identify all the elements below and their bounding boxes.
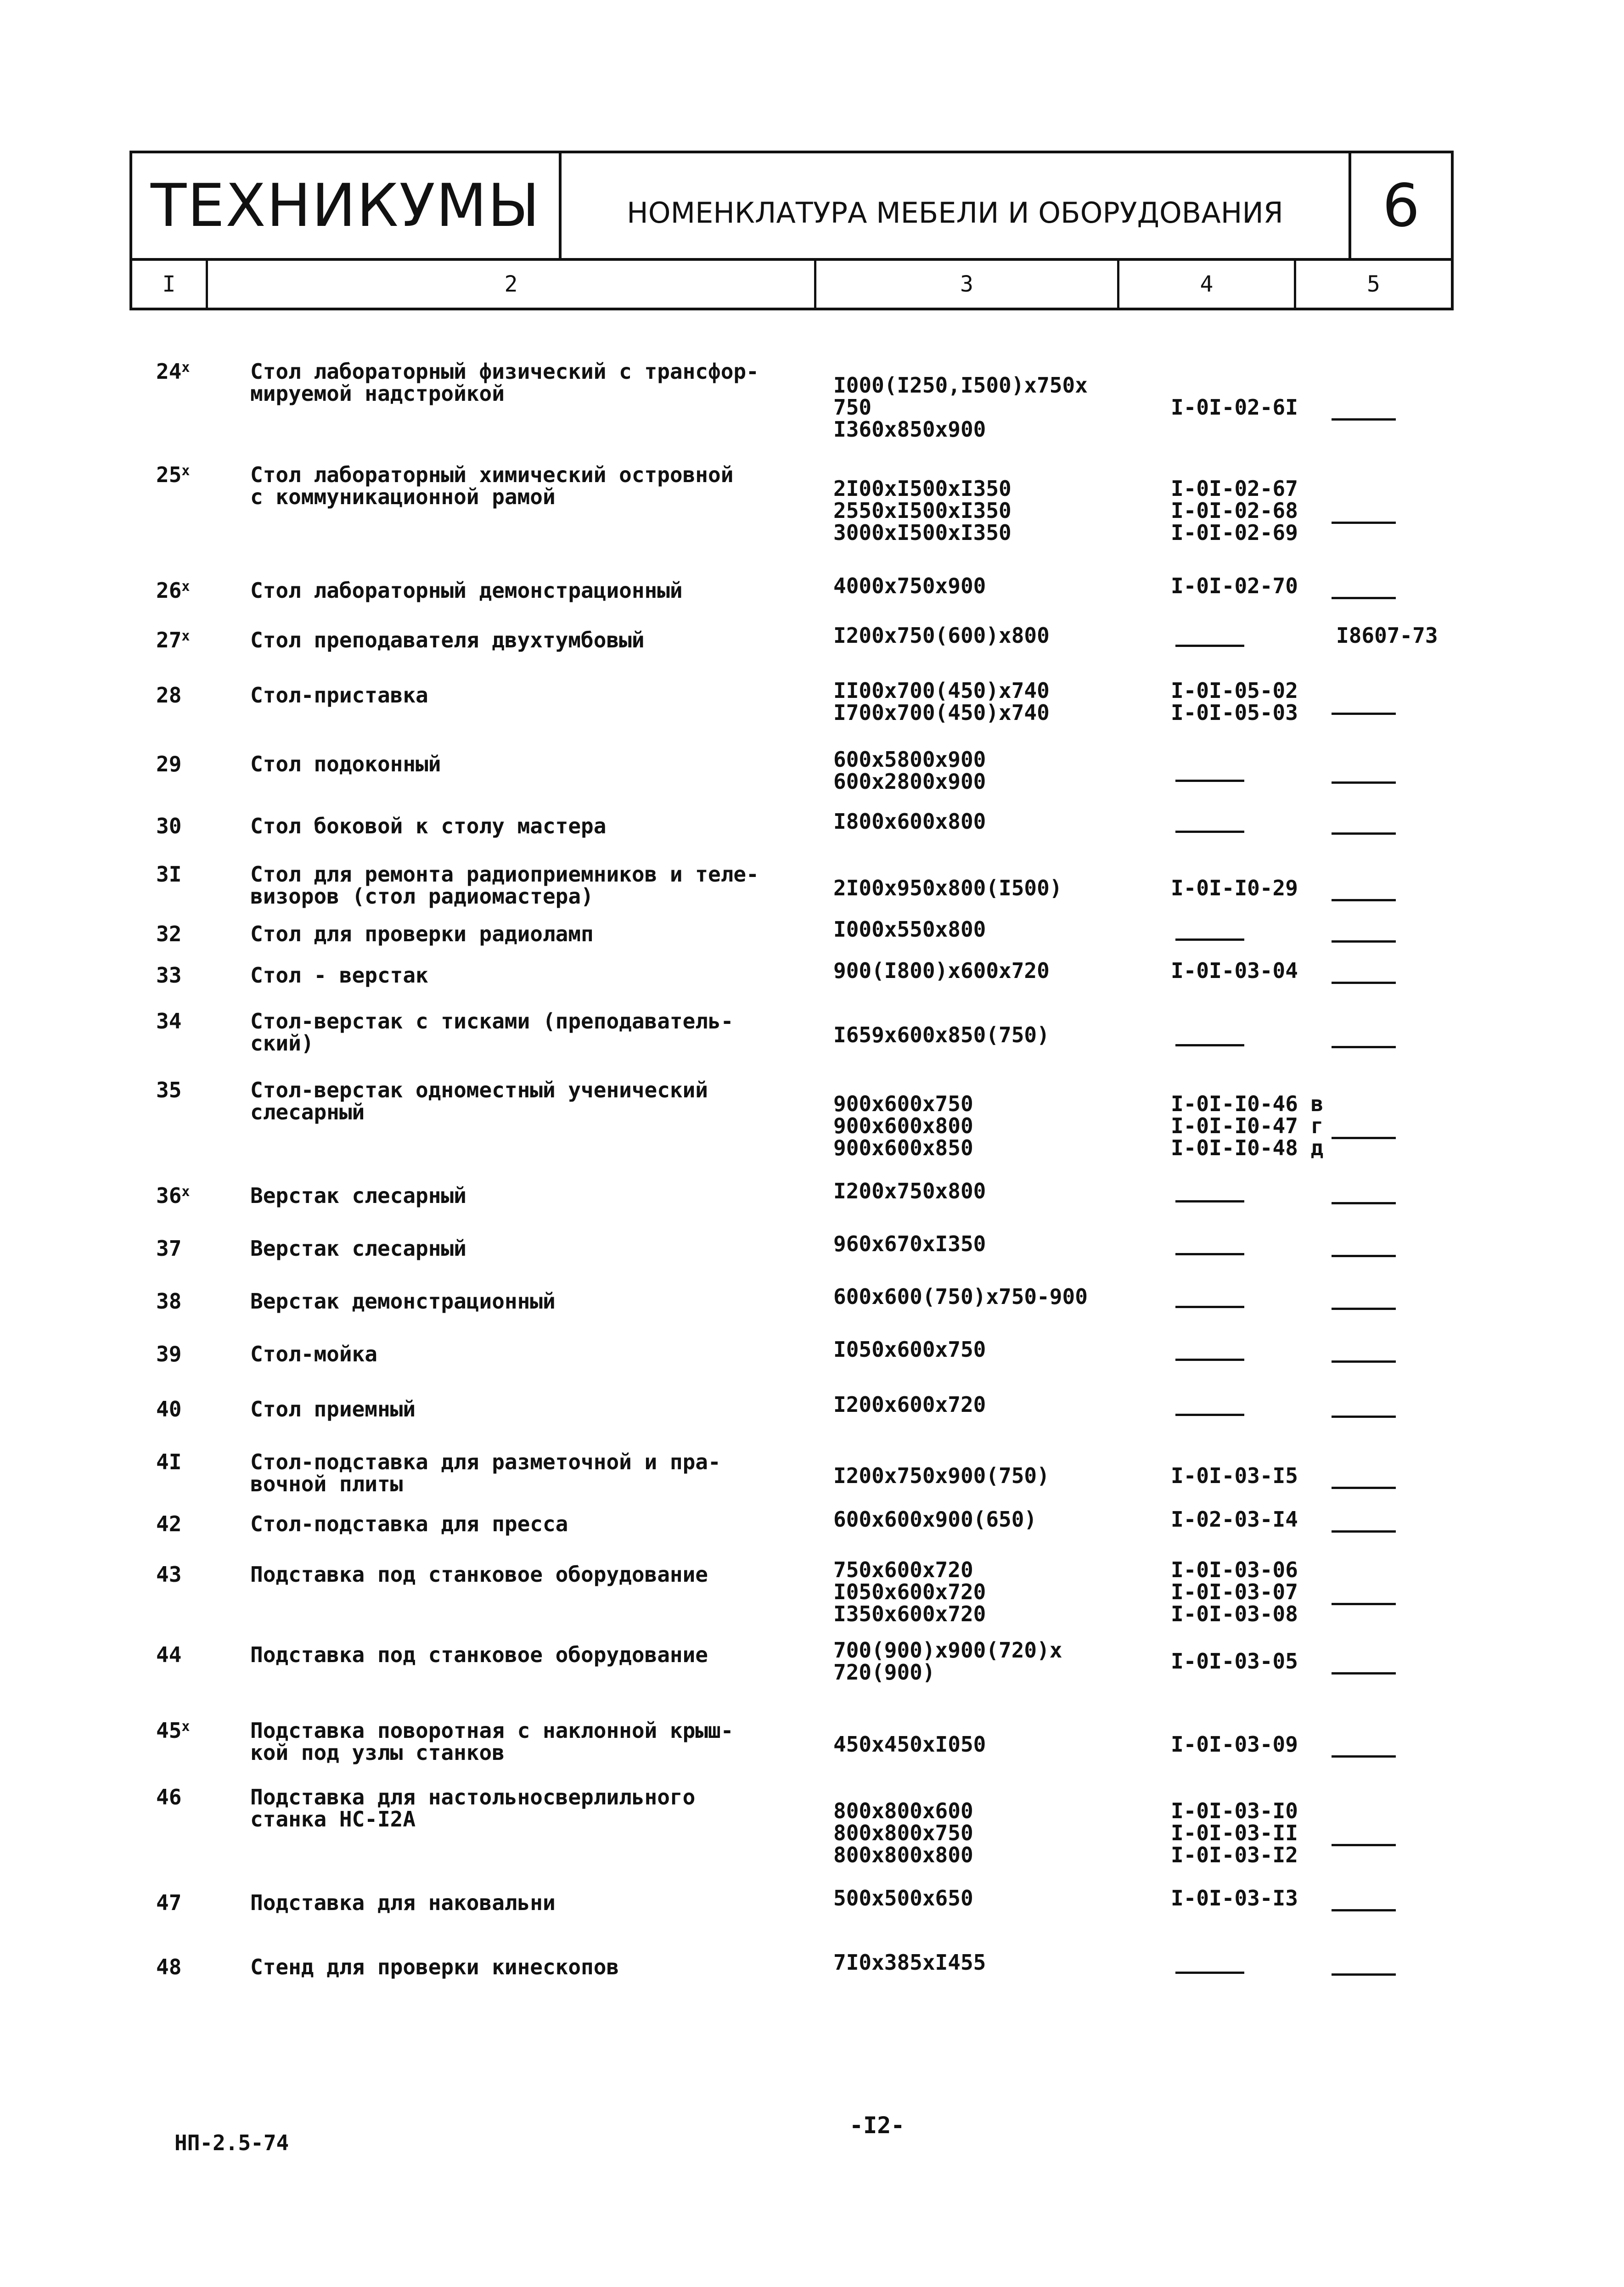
item-dimensions: I800x600x800 xyxy=(833,809,986,834)
table-row xyxy=(0,678,1624,725)
item-project-number: I-0I-03-I0 I-0I-03-II I-0I-03-I2 xyxy=(1171,1798,1298,1867)
item-number-text: 32 xyxy=(156,922,182,946)
empty-dash xyxy=(1175,1253,1244,1255)
item-dimensions: 600x5800x900 600x2800x900 xyxy=(833,747,986,794)
empty-dash xyxy=(1332,1909,1396,1911)
item-number xyxy=(156,1079,181,1101)
document-code: НП-2.5-74 xyxy=(174,2130,289,2155)
item-name: Стол подоконный xyxy=(250,752,441,776)
empty-dash xyxy=(1332,1487,1396,1489)
item-project-number: I-0I-03-09 xyxy=(1171,1732,1298,1757)
empty-dash xyxy=(1332,713,1396,715)
empty-dash xyxy=(1332,1755,1396,1758)
item-number-text: 34 xyxy=(156,1009,182,1034)
item-mark: x xyxy=(181,628,190,644)
item-dimensions: 7I0x385xI455 xyxy=(833,1950,986,1975)
item-number xyxy=(156,1451,181,1473)
column-header-3: 3 xyxy=(816,261,1119,308)
item-mark: x xyxy=(181,360,190,376)
item-name: Подставка под станковое оборудование xyxy=(250,1562,708,1587)
item-number-text: 24 xyxy=(156,359,182,384)
item-project-number: I-0I-I0-29 xyxy=(1171,876,1298,900)
empty-dash xyxy=(1175,780,1244,782)
empty-dash xyxy=(1332,1046,1396,1048)
empty-dash xyxy=(1332,1530,1396,1533)
item-project-number: I-0I-03-05 xyxy=(1171,1649,1298,1674)
item-number xyxy=(156,1290,181,1312)
document-subtitle: НОМЕНКЛАТУРА МЕБЕЛИ И ОБОРУДОВАНИЯ xyxy=(562,153,1351,258)
table-row xyxy=(0,958,1624,988)
item-dimensions: 960x670xI350 xyxy=(833,1231,986,1256)
item-name: Подставка для настольносверлильного станка НС-I2А xyxy=(250,1785,696,1832)
item-number-text: 43 xyxy=(156,1562,182,1587)
item-name: Стол-верстак одноместный ученический слесарный xyxy=(250,1078,708,1124)
item-project-number: I-0I-02-67 I-0I-02-68 I-0I-02-69 xyxy=(1171,476,1298,545)
item-number-text: 46 xyxy=(156,1785,182,1809)
item-name: Стол - верстак xyxy=(250,963,428,988)
item-number-text: 36 xyxy=(156,1183,182,1208)
item-number-text: 27 xyxy=(156,628,182,652)
empty-dash xyxy=(1332,1416,1396,1418)
item-number xyxy=(156,629,190,651)
item-dimensions: I659x600x850(750) xyxy=(833,1023,1050,1047)
header-table xyxy=(129,151,1454,310)
table-row xyxy=(0,1284,1624,1314)
item-name: Стол для проверки радиоламп xyxy=(250,922,594,946)
item-name: Стол-верстак с тисками (преподаватель- ский) xyxy=(250,1009,734,1056)
item-number-text: 45 xyxy=(156,1718,182,1743)
item-project-number: I-0I-05-02 I-0I-05-03 xyxy=(1171,678,1298,725)
table-row xyxy=(0,1231,1624,1261)
empty-dash xyxy=(1175,1306,1244,1308)
item-project-number: I-0I-03-06 I-0I-03-07 I-0I-03-08 xyxy=(1171,1557,1298,1626)
column-header-4: 4 xyxy=(1119,261,1296,308)
item-number xyxy=(156,1513,181,1535)
empty-dash xyxy=(1175,1200,1244,1203)
item-number xyxy=(156,1010,181,1032)
empty-dash xyxy=(1175,1359,1244,1361)
section-number: 6 xyxy=(1382,171,1420,240)
empty-dash xyxy=(1332,1308,1396,1310)
item-project-number: I-0I-02-6I xyxy=(1171,395,1298,420)
empty-dash xyxy=(1332,1255,1396,1257)
item-number-text: 33 xyxy=(156,963,182,988)
empty-dash xyxy=(1332,1202,1396,1204)
table-row xyxy=(0,1718,1624,1765)
item-dimensions: I200x750x900(750) xyxy=(833,1463,1050,1488)
table-row xyxy=(0,1557,1624,1626)
item-number-text: 4I xyxy=(156,1450,182,1474)
item-dimensions: 600x600x900(650) xyxy=(833,1507,1037,1532)
item-dimensions: 4000x750x900 xyxy=(833,573,986,598)
table-row xyxy=(0,1009,1624,1056)
item-number-text: 38 xyxy=(156,1289,182,1314)
item-dimensions: I050x600x750 xyxy=(833,1337,986,1362)
column-header-5: 5 xyxy=(1367,271,1380,297)
empty-dash xyxy=(1175,938,1244,941)
item-number-text: 37 xyxy=(156,1236,182,1261)
item-number xyxy=(156,1956,181,1978)
empty-dash xyxy=(1332,1672,1396,1675)
item-dimensions: I200x750(600)x800 xyxy=(833,623,1050,648)
item-number xyxy=(156,1892,181,1914)
item-number-text: 30 xyxy=(156,814,182,838)
item-number-text: 3I xyxy=(156,862,182,887)
item-project-number: I-0I-03-I3 xyxy=(1171,1886,1298,1911)
document-title: ТЕХНИКУМЫ xyxy=(132,153,562,258)
item-name: Стол лабораторный демонстрационный xyxy=(250,578,683,603)
item-number-text: 25 xyxy=(156,462,182,487)
item-number-text: 29 xyxy=(156,752,182,776)
item-number xyxy=(156,815,181,837)
empty-dash xyxy=(1332,418,1396,421)
item-number-text: 39 xyxy=(156,1342,182,1366)
item-project-number: I-0I-03-I5 xyxy=(1171,1463,1298,1488)
item-number-text: 40 xyxy=(156,1397,182,1422)
item-number-text: 28 xyxy=(156,683,182,708)
item-number-text: 35 xyxy=(156,1078,182,1102)
item-dimensions: I200x750x800 xyxy=(833,1179,986,1203)
item-number-text: 42 xyxy=(156,1512,182,1536)
empty-dash xyxy=(1332,1137,1396,1139)
item-number xyxy=(156,923,181,945)
table-row xyxy=(0,862,1624,909)
item-number xyxy=(156,1786,181,1808)
empty-dash xyxy=(1175,1972,1244,1974)
table-row xyxy=(0,573,1624,603)
empty-dash xyxy=(1332,1973,1396,1976)
item-number xyxy=(156,684,181,706)
empty-dash xyxy=(1332,940,1396,943)
item-mark: x xyxy=(181,463,190,479)
item-mark: x xyxy=(181,1184,190,1200)
item-number xyxy=(156,863,181,885)
item-name: Стол для ремонта радиоприемников и теле- визоров (стол радиомастера) xyxy=(250,862,759,909)
item-number xyxy=(156,1719,190,1742)
item-name: Стол боковой к столу мастера xyxy=(250,814,607,838)
item-dimensions: 500x500x650 xyxy=(833,1886,973,1911)
empty-dash xyxy=(1332,597,1396,599)
column-number-row xyxy=(132,258,1451,308)
item-name: Стол-подставка для разметочной и пра- вочной плиты xyxy=(250,1450,721,1496)
item-number xyxy=(156,464,190,486)
empty-dash xyxy=(1175,1414,1244,1416)
item-name: Стол приемный xyxy=(250,1397,416,1422)
item-name: Подставка под станковое оборудование xyxy=(250,1642,708,1667)
item-project-number: I-0I-02-70 xyxy=(1171,573,1298,598)
empty-dash xyxy=(1175,831,1244,833)
item-dimensions: 700(900)x900(720)x 720(900) xyxy=(833,1638,1062,1685)
item-dimensions: I000(I250,I500)x750x 750 I360x850x900 xyxy=(833,373,1088,442)
item-name: Верстак слесарный xyxy=(250,1183,466,1208)
item-dimensions: 2I00x950x800(I500) xyxy=(833,876,1062,900)
item-dimensions: I000x550x800 xyxy=(833,917,986,942)
item-name: Стенд для проверки кинескопов xyxy=(250,1955,619,1979)
empty-dash xyxy=(1332,982,1396,984)
table-row xyxy=(0,1785,1624,1867)
empty-dash xyxy=(1332,1603,1396,1605)
item-name: Стол-мойка xyxy=(250,1342,377,1366)
item-dimensions: 600x600(750)x750-900 xyxy=(833,1284,1088,1309)
item-dimensions: 900x600x750 900x600x800 900x600x850 xyxy=(833,1091,973,1160)
item-mark: x xyxy=(181,1719,190,1735)
item-number xyxy=(156,1563,181,1585)
item-project-number: I-02-03-I4 xyxy=(1171,1507,1298,1532)
item-dimensions: II00x700(450)x740 I700x700(450)x740 xyxy=(833,678,1050,725)
item-name: Подставка для наковальни xyxy=(250,1890,556,1915)
item-name: Стол преподавателя двухтумбовый xyxy=(250,628,645,652)
item-number xyxy=(156,1644,181,1666)
item-number xyxy=(156,360,190,382)
empty-dash xyxy=(1175,645,1244,647)
item-name: Стол лабораторный химический островной с коммуникационной рамой xyxy=(250,462,734,509)
item-number xyxy=(156,579,190,601)
item-number xyxy=(156,964,181,986)
item-name: Стол-приставка xyxy=(250,683,428,708)
item-number-text: 26 xyxy=(156,578,182,603)
item-dimensions: I200x600x720 xyxy=(833,1392,986,1417)
item-dimensions: 450x450xI050 xyxy=(833,1732,986,1757)
item-number xyxy=(156,1185,190,1207)
empty-dash xyxy=(1332,522,1396,524)
column-header-2: 2 xyxy=(208,261,816,308)
table-row xyxy=(0,1392,1624,1422)
item-project-number: I-0I-03-04 xyxy=(1171,958,1298,983)
item-number-text: 44 xyxy=(156,1642,182,1667)
item-dimensions: 2I00xI500xI350 2550xI500xI350 3000xI500xI350 xyxy=(833,476,1011,545)
table-row xyxy=(0,359,1624,442)
item-number xyxy=(156,1398,181,1420)
item-number xyxy=(156,1343,181,1365)
item-dimensions: 800x800x600 800x800x750 800x800x800 xyxy=(833,1798,973,1867)
item-number-text: 48 xyxy=(156,1955,182,1979)
item-name: Подставка поворотная с наклонной крыш- кой под узлы станков xyxy=(250,1718,734,1765)
item-standard: I8607-73 xyxy=(1336,623,1438,648)
item-dimensions: 750x600x720 I050x600x720 I350x600x720 xyxy=(833,1557,986,1626)
item-mark: x xyxy=(181,579,190,595)
column-header-1: I xyxy=(132,261,208,308)
page-number: -I2- xyxy=(849,2112,905,2139)
item-number xyxy=(156,753,181,775)
empty-dash xyxy=(1332,1844,1396,1846)
empty-dash xyxy=(1332,781,1396,784)
empty-dash xyxy=(1175,1044,1244,1046)
empty-dash xyxy=(1332,899,1396,901)
empty-dash xyxy=(1332,832,1396,835)
item-name: Стол лабораторный физический с трансфор- мируемой надстройкой xyxy=(250,359,759,406)
item-name: Стол-подставка для пресса xyxy=(250,1512,568,1536)
item-dimensions: 900(I800)x600x720 xyxy=(833,958,1050,983)
item-project-number: I-0I-I0-46 в I-0I-I0-47 г I-0I-I0-48 д xyxy=(1171,1091,1324,1160)
item-name: Верстак демонстрационный xyxy=(250,1289,556,1314)
item-number-text: 47 xyxy=(156,1890,182,1915)
empty-dash xyxy=(1332,1360,1396,1363)
item-name: Верстак слесарный xyxy=(250,1236,466,1261)
item-number xyxy=(156,1237,181,1259)
